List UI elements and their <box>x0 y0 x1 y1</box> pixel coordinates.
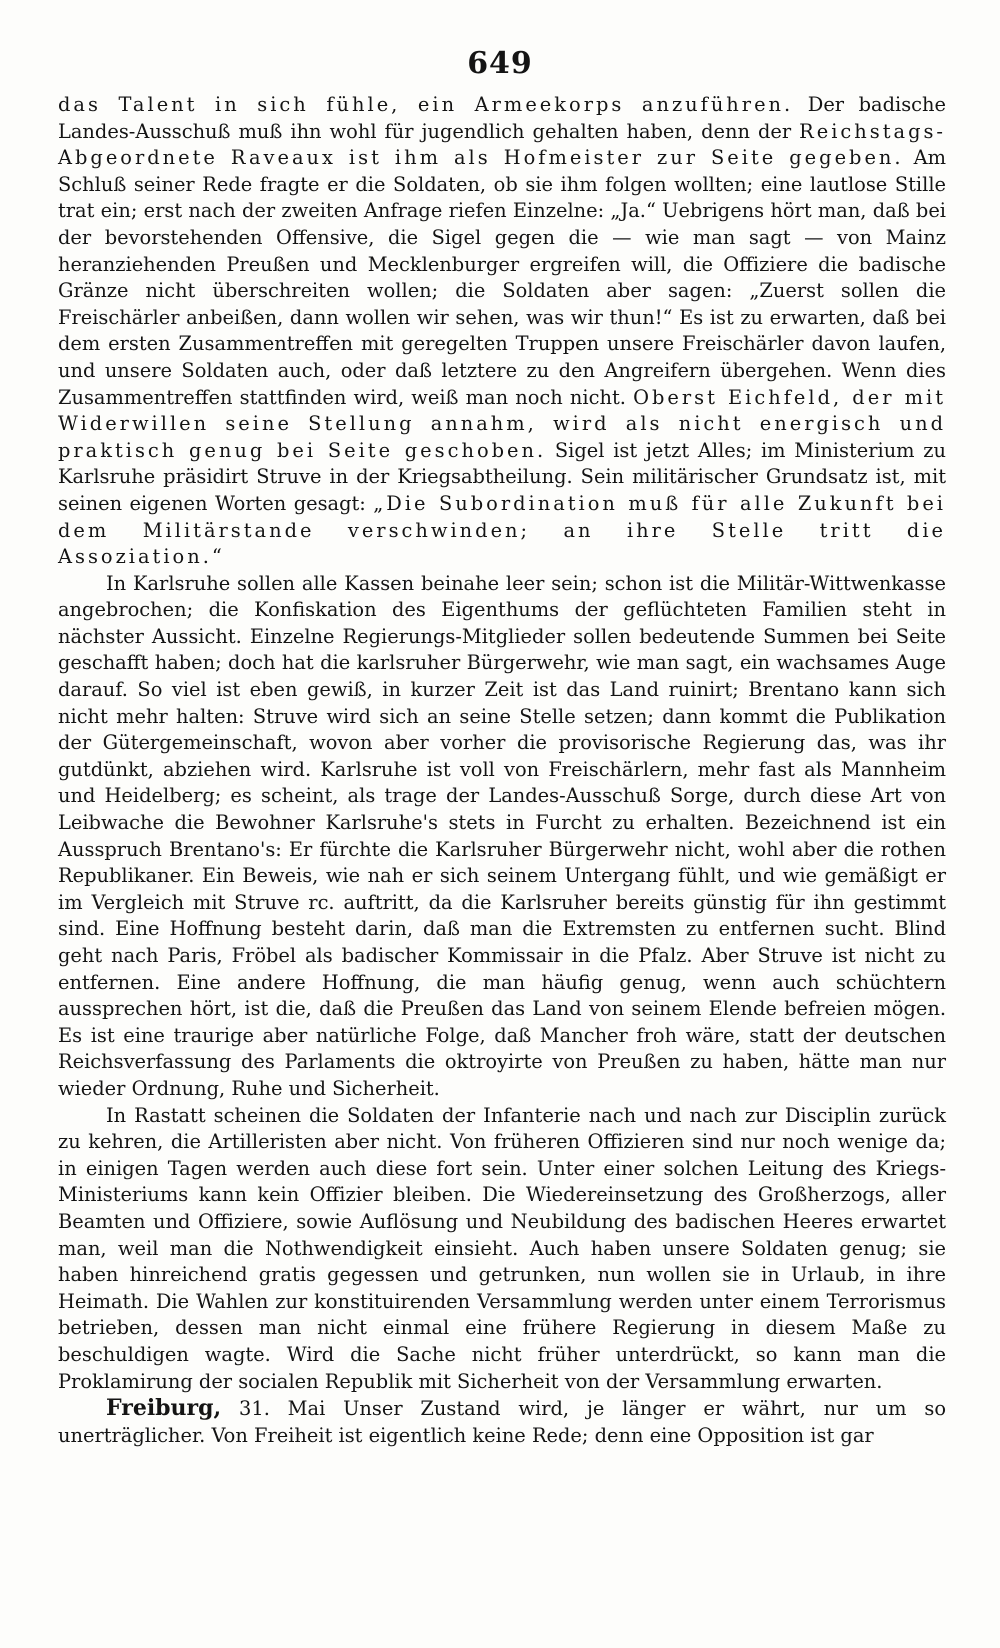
text-span: Sigel ist jetzt Alles; im Ministerium zu Karlsruhe präsidirt Struve in der Kriegsabtheilung. Sein militärischer Grundsatz ist, mit seinen eigenen Worten gesagt: <box>58 438 946 515</box>
text-span: 31. Mai Unser Zustand wird, je länger er währt, nur um so unerträglicher. Von Freiheit ist eigentlich keine Rede; denn eine Opposition ist gar <box>58 1397 946 1447</box>
text-span: Oberst Eichfeld, der mit Widerwillen seine Stellung annahm, wird als nicht energisch und praktisch genug bei Seite geschoben. <box>58 385 946 462</box>
article-body <box>58 92 946 1449</box>
dateline-city: Freiburg, <box>106 1395 222 1422</box>
paragraph <box>58 1103 946 1396</box>
page-number: 649 <box>467 46 533 81</box>
paragraph <box>58 571 946 1103</box>
text-span: Der badische Landes-Ausschuß muß ihn wohl für jugendlich gehalten haben, denn der <box>58 93 946 143</box>
text-span: das <box>58 93 119 116</box>
text-span: „Die Subordination muß für alle Zukunft bei dem Militärstande verschwinden; an ihre Stelle tritt die Assoziation.“ <box>58 491 946 569</box>
text-span: Talent in sich fühle, ein Armeekorps anzuführen. <box>118 93 794 116</box>
text-span: Reichstags-Abgeordnete Raveaux ist ihm als Hofmeister zur Seite gegeben. <box>58 119 946 170</box>
paragraph <box>58 92 946 571</box>
text-span: In Karlsruhe sollen alle Kassen beinahe leer sein; schon ist die Militär-Wittwenkasse angebrochen; die Konfiskation des Eigenthums der geflüchteten Familien steht in nächster Aussicht. Einzelne Regierungs-Mitglieder sollen bedeutende Summen bei Seite geschafft haben; doch hat die karlsruher Bürgerwehr, wie man sagt, ein wachsames Auge darauf. So viel ist eben gewiß, in kurzer Zeit ist das Land ruinirt; Brentano kann sich nicht mehr halten: Struve wird sich an seine Stelle setzen; dann kommt die Publikation der Gütergemeinschaft, wovon aber vorher die provisorische Regierung das, was ihr gutdünkt, abziehen wird. Karlsruhe ist voll von Freischärlern, mehr fast als Mannheim und Heidelberg; es scheint, als trage der Landes-Ausschuß Sorge, durch diese Art von Leibwache die Bewohner Karlsruhe's stets in Furcht zu erhalten. Bezeichnend ist ein Ausspruch Brentano's: Er fürchte die Karlsruher Bürgerwehr nicht, wohl aber die rothen Republikaner. Ein Beweis, wie nah er sich seinem Untergang fühlt, und wie gemäßigt er im Vergleich mit Struve rc. auftritt, da die Karlsruher bereits günstig für ihn gestimmt sind. Eine Hoffnung besteht darin, daß man die Extremsten zu entfernen sucht. Blind geht nach Paris, Fröbel als badischer Kommissair in die Pfalz. Aber Struve ist nicht zu entfernen. Eine andere Hoffnung, die man häufig genug, wenn auch schüchtern aussprechen hört, ist die, daß die Preußen das Land von seinem Elende befreien mögen. Es ist eine traurige aber natürliche Folge, daß Mancher froh wäre, statt der deutschen Reichsverfassung des Parlaments die oktroyirte von Preußen zu haben, hätte man nur wieder Ordnung, Ruhe und Sicherheit. <box>58 571 946 1100</box>
text-span: In Rastatt scheinen die Soldaten der Infanterie nach und nach zur Disciplin zurück zu kehren, die Artilleristen aber nicht. Von früheren Offizieren sind nur noch wenige da; in einigen Tagen werden auch diese fort sein. Unter einer solchen Leitung des Kriegs-Ministeriums kann kein Offizier bleiben. Die Wiedereinsetzung des Großherzogs, aller Beamten und Offiziere, sowie Auflösung und Neubildung des badischen Heeres erwartet man, weil man die Nothwendigkeit einsieht. Auch haben unsere Soldaten genug; sie haben hinreichend gratis gegessen und getrunken, nun wollen sie in Urlaub, in ihre Heimath. Die Wahlen zur konstituirenden Versammlung werden unter einem Terrorismus betrieben, dessen man nicht einmal eine frühere Regierung in diesem Maße zu beschuldigen wagte. Wird die Sache nicht früher unterdrückt, so kann man die Proklamirung der socialen Republik mit Sicherheit von der Versammlung erwarten. <box>58 1103 946 1393</box>
dateline-paragraph <box>58 1395 946 1449</box>
text-span: Am Schluß seiner Rede fragte er die Soldaten, ob sie ihm folgen wollten; eine lautlose Stille trat ein; erst nach der zweiten Anfrage riefen Einzelne: „Ja.“ Uebrigens hört man, daß bei der bevorstehenden Offensive, die Sigel gegen die — wie man sagt — von Mainz heranziehenden Preußen und Mecklenburger ergreifen will, die Offiziere die badische Gränze nicht überschreiten wollen; die Soldaten aber sagen: „Zuerst sollen die Freischärler anbeißen, dann wollen wir sehen, was wir thun!“ Es ist zu erwarten, daß bei dem ersten Zusammentreffen mit geregelten Truppen unsere Freischärler davon laufen, und unsere Soldaten auch, oder daß letztere zu den Angreifern übergehen. Wenn dies Zusammentreffen stattfinden wird, weiß man noch nicht. <box>58 146 946 409</box>
